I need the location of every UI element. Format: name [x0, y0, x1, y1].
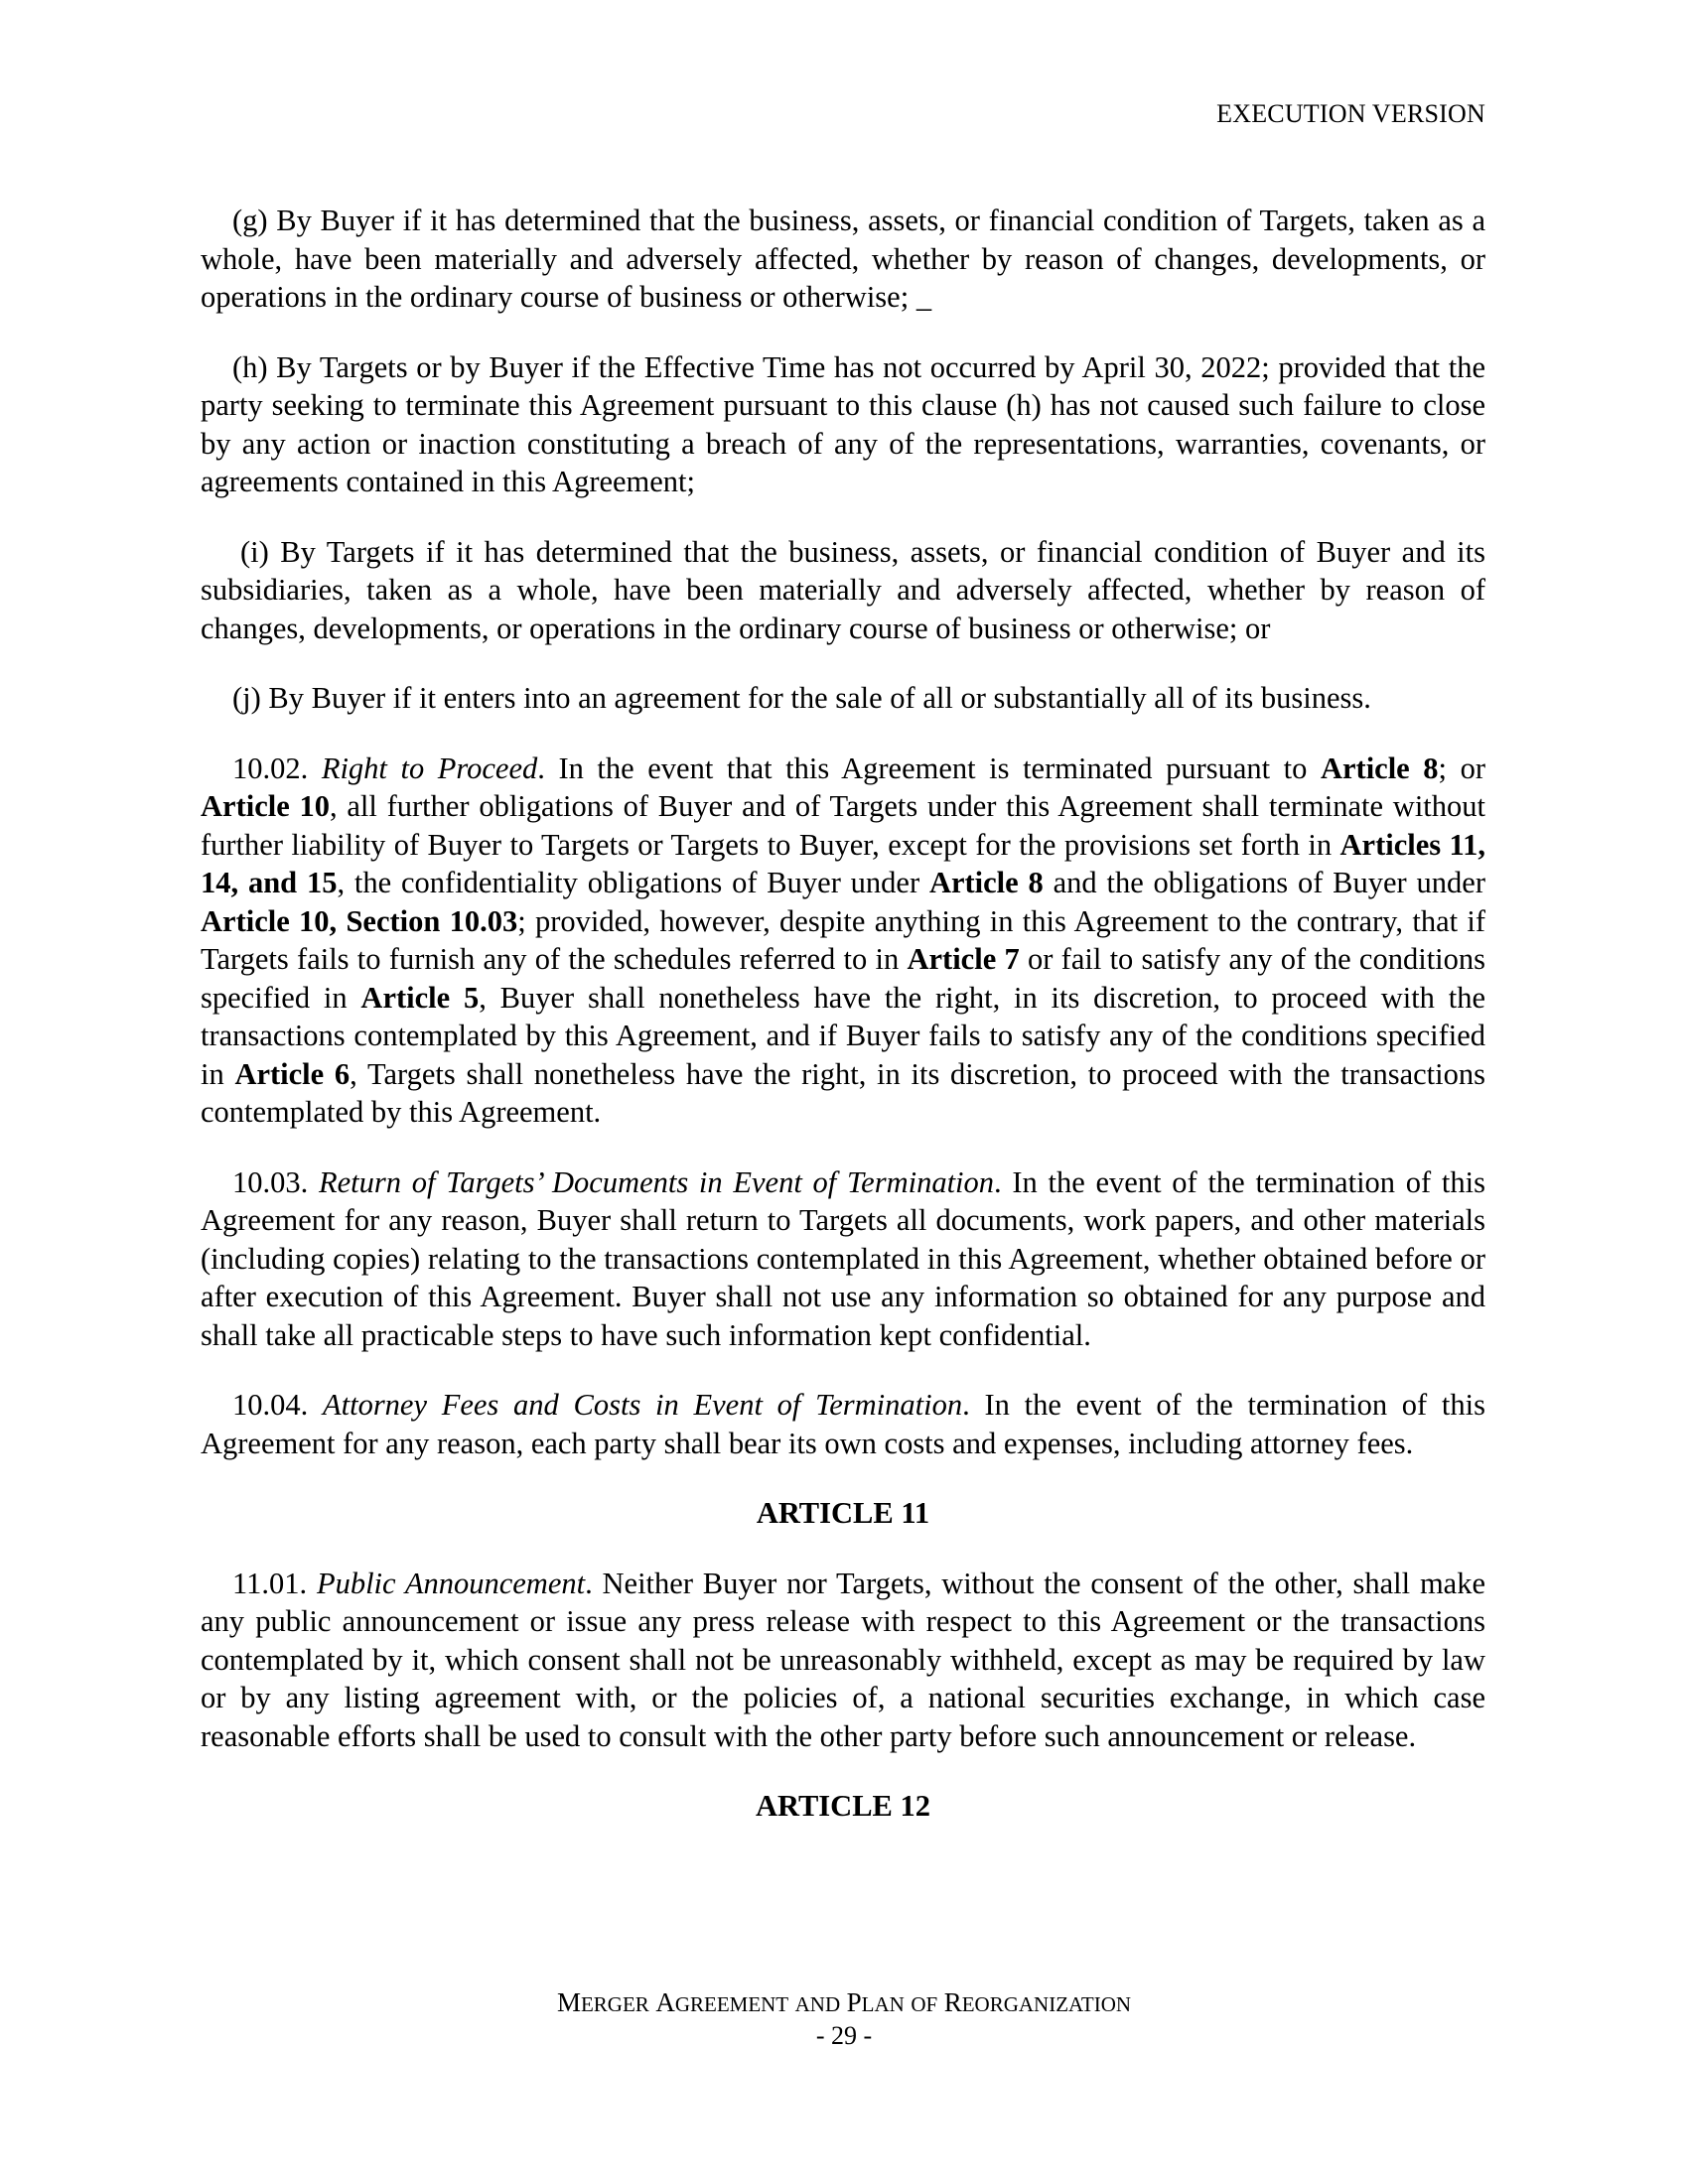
article-reference: Article 10, Section 10.03 [201, 903, 518, 938]
footer-title-part: OF [911, 1992, 938, 2016]
footer-title-part: A [655, 1987, 675, 2017]
section-text: . In the event that this Agreement is terminated pursuant to [537, 751, 1321, 785]
section-text: and the obligations of Buyer under [1043, 866, 1485, 899]
section-text: or fail to satisfy any of the conditions specified in [201, 942, 1486, 1015]
section-text: . In the event of the termination of this Agreement for any reason, each party shall bear its own costs and expenses, including attorney fees. [201, 1388, 1485, 1460]
section-text: ; provided, however, despite anything in this Agreement to the contrary, that if Targets fails to furnish any of the schedules referred to in [201, 903, 1486, 976]
article-reference: Articles 11, 14, and 15 [201, 827, 1485, 899]
section-number: 10.03. [232, 1164, 309, 1199]
section-text: , all further obligations of Buyer and of Targets under this Agreement shall terminate without further liability of Buyer to Targets or Targets to Buyer, except for the provisions set forth in [201, 789, 1485, 862]
page-number: - 29 - [815, 2021, 873, 2050]
footer-title-part: EORGANIZATION [961, 1992, 1132, 2016]
clause-g: (g) By Buyer if it has determined that the business, assets, or financial condition of Targets, taken as a whole, have been materially and adversely affected, whether by reason of changes, developments, or operations in the ordinary course of business or otherwise; _ [201, 204, 1485, 314]
section-10-02 [201, 750, 1485, 1132]
article-reference: Article 10 [201, 789, 330, 823]
article-11-heading: ARTICLE 11 [756, 1496, 930, 1530]
article-reference: Article 7 [907, 942, 1020, 976]
article-reference: Article 8 [928, 866, 1044, 899]
section-text: . Neither Buyer nor Targets, without the consent of the other, shall make any public announcement or issue any press release with respect to this Agreement or the transactions contemplated by it, which consent shall not be unreasonably withheld, except as may be required by law or by any listing agreement with, or the policies of, a national securities exchange, in which case reasonable efforts shall be used to consult with the other party before such announcement or release. [201, 1566, 1485, 1753]
clause-i: (i) By Targets if it has determined that the business, assets, or financial condition of Buyer and its subsidiaries, taken as a whole, have been materially and adversely affected, whether by reason of changes, developments, or operations in the ordinary course of business or otherwise; or [201, 534, 1485, 645]
section-11-01 [201, 1565, 1485, 1756]
article-reference: Article 8 [1320, 751, 1439, 785]
section-text: ; or [1438, 751, 1485, 785]
section-text: , Targets shall nonetheless have the right, in its discretion, to proceed with the transactions contemplated by this Agreement. [201, 1056, 1485, 1129]
footer-title-part: M [556, 1987, 581, 2017]
section-number: 10.02. [232, 751, 309, 785]
section-text: , the confidentiality obligations of Buyer under [337, 866, 929, 899]
clause-h: (h) By Targets or by Buyer if the Effective Time has not occurred by April 30, 2022; provided that the party seeking to terminate this Agreement pursuant to this clause (h) has not caused such failure to close by any action or inaction constituting a breach of any of the representations, warranties, covenants, or agreements contained in this Agreement; [201, 349, 1485, 498]
section-10-04 [201, 1386, 1485, 1462]
section-title: Attorney Fees and Costs in Event of Termination [322, 1388, 963, 1422]
section-number: 11.01. [232, 1566, 308, 1600]
section-title: Right to Proceed [321, 751, 538, 785]
footer-title-part: R [943, 1987, 962, 2017]
section-number: 10.04. [232, 1388, 309, 1422]
section-text: , Buyer shall nonetheless have the right, in its discretion, to proceed with the transactions contemplated by this Agreement, and if Buyer fails to satisfy any of the conditions specified in [201, 980, 1485, 1091]
footer-title-part: LAN [861, 1992, 905, 2016]
section-title: Public Announcement [316, 1566, 586, 1600]
article-12-heading: ARTICLE 12 [755, 1789, 931, 1823]
article-reference: Article 6 [234, 1056, 351, 1091]
section-10-03 [201, 1163, 1485, 1355]
footer-title-part: ERGER [580, 1992, 649, 2016]
execution-version-label: EXECUTION VERSION [1216, 99, 1485, 128]
document-body [201, 202, 1485, 1857]
section-title: Return of Targets’ Documents in Event of Termination [318, 1164, 995, 1199]
article-reference: Article 5 [360, 980, 480, 1015]
footer-title-part: GREEMENT [674, 1992, 789, 2016]
section-text: . In the event of the termination of this Agreement for any reason, Buyer shall return to Targets all documents, work papers, and other materials (including copies) relating to the transactions contemplated in this Agreement, whether obtained before or after execution of this Agreement. Buyer shall not use any information so obtained for any purpose and shall take all practicable steps to have such information kept confidential. [201, 1164, 1485, 1352]
clause-j: (j) By Buyer if it enters into an agreement for the sale of all or substantially all of its business. [232, 681, 1371, 715]
footer-document-title [0, 1985, 1688, 2021]
footer-title-part: AND [794, 1992, 841, 2016]
footer-title-part: P [846, 1987, 862, 2017]
